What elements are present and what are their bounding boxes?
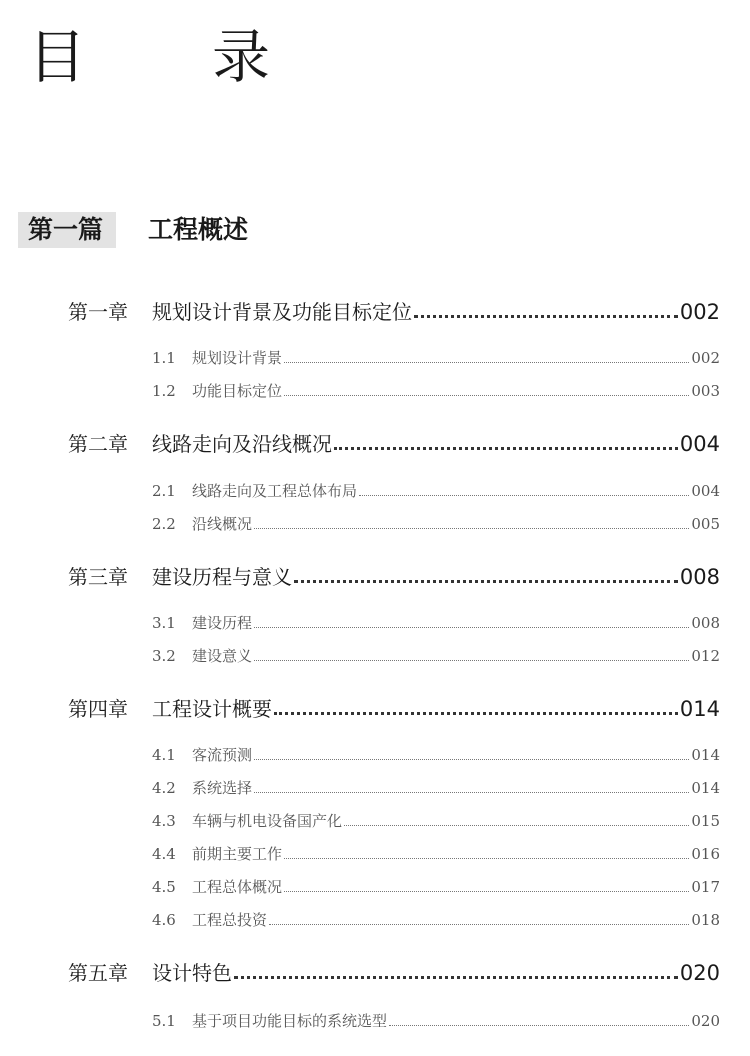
section-title: 工程总体概况 — [192, 878, 283, 896]
toc-section-4-1[interactable] — [152, 744, 720, 766]
section-page-number: 017 — [691, 878, 720, 896]
section-number: 1.1 — [152, 349, 176, 367]
chapter-title: 规划设计背景及功能目标定位 — [152, 300, 412, 324]
section-number: 4.5 — [152, 878, 176, 896]
toc-section-4-4[interactable] — [152, 843, 720, 865]
part-label: 第一篇 — [18, 212, 116, 248]
dot-leader — [389, 1024, 689, 1026]
toc-chapter-1[interactable] — [68, 296, 720, 326]
dot-leader — [269, 923, 689, 925]
dot-leader — [284, 890, 689, 892]
section-page-number: 014 — [691, 779, 720, 797]
section-page-number: 005 — [691, 515, 720, 533]
section-title: 车辆与机电设备国产化 — [192, 812, 343, 830]
section-title: 建设意义 — [192, 647, 253, 665]
section-page-number: 020 — [691, 1012, 720, 1030]
toc-section-2-2[interactable] — [152, 513, 720, 535]
section-page-number: 008 — [691, 614, 720, 632]
section-number: 4.6 — [152, 911, 176, 929]
dot-leader — [284, 394, 689, 396]
dot-leader — [359, 494, 689, 496]
section-page-number: 004 — [691, 482, 720, 500]
dot-leader — [254, 659, 689, 661]
page-title: 目 录 — [28, 23, 305, 91]
section-number: 2.1 — [152, 482, 176, 500]
section-page-number: 018 — [691, 911, 720, 929]
section-title: 功能目标定位 — [192, 382, 283, 400]
toc-section-4-5[interactable] — [152, 876, 720, 898]
toc-section-2-1[interactable] — [152, 480, 720, 502]
section-title: 系统选择 — [192, 779, 253, 797]
section-page-number: 012 — [691, 647, 720, 665]
chapter-title: 设计特色 — [152, 961, 232, 985]
chapter-page-number: 008 — [679, 565, 720, 589]
toc-chapter-5[interactable] — [68, 957, 720, 987]
section-title: 线路走向及工程总体布局 — [192, 482, 358, 500]
dot-leader — [254, 758, 689, 760]
section-page-number: 016 — [691, 845, 720, 863]
section-title: 工程总投资 — [192, 911, 268, 929]
section-number: 4.3 — [152, 812, 176, 830]
section-title: 前期主要工作 — [192, 845, 283, 863]
section-title: 客流预测 — [192, 746, 253, 764]
chapter-title: 工程设计概要 — [152, 697, 272, 721]
chapter-page-number: 002 — [679, 300, 720, 324]
section-title: 建设历程 — [192, 614, 253, 632]
toc-section-4-2[interactable] — [152, 777, 720, 799]
dot-leader — [334, 446, 678, 450]
part-title: 工程概述 — [148, 215, 249, 244]
section-title: 基于项目功能目标的系统选型 — [192, 1012, 388, 1030]
dot-leader — [254, 626, 689, 628]
toc-section-3-1[interactable] — [152, 612, 720, 634]
dot-leader — [254, 527, 689, 529]
chapter-page-number: 004 — [679, 432, 720, 456]
toc-section-3-2[interactable] — [152, 645, 720, 667]
dot-leader — [294, 579, 678, 583]
section-number: 5.1 — [152, 1012, 176, 1030]
section-number: 1.2 — [152, 382, 176, 400]
toc-section-4-6[interactable] — [152, 909, 720, 931]
chapter-title: 线路走向及沿线概况 — [152, 432, 332, 456]
chapter-number: 第三章 — [68, 565, 128, 589]
section-page-number: 015 — [691, 812, 720, 830]
section-page-number: 003 — [691, 382, 720, 400]
chapter-title: 建设历程与意义 — [152, 565, 292, 589]
chapter-number: 第四章 — [68, 697, 128, 721]
dot-leader — [234, 975, 678, 979]
chapter-page-number: 014 — [679, 697, 720, 721]
toc-section-5-1[interactable] — [152, 1010, 720, 1032]
toc-chapter-3[interactable] — [68, 561, 720, 591]
section-number: 3.1 — [152, 614, 176, 632]
toc-chapter-4[interactable] — [68, 693, 720, 723]
toc-section-1-1[interactable] — [152, 347, 720, 369]
dot-leader — [414, 314, 678, 318]
section-page-number: 014 — [691, 746, 720, 764]
dot-leader — [284, 361, 689, 363]
section-number: 4.1 — [152, 746, 176, 764]
section-title: 规划设计背景 — [192, 349, 283, 367]
section-title: 沿线概况 — [192, 515, 253, 533]
chapter-number: 第一章 — [68, 300, 128, 324]
dot-leader — [284, 857, 689, 859]
toc-section-4-3[interactable] — [152, 810, 720, 832]
dot-leader — [344, 824, 689, 826]
toc-chapter-2[interactable] — [68, 428, 720, 458]
section-number: 3.2 — [152, 647, 176, 665]
section-number: 4.4 — [152, 845, 176, 863]
dot-leader — [274, 711, 678, 715]
section-number: 4.2 — [152, 779, 176, 797]
chapter-number: 第二章 — [68, 432, 128, 456]
toc-section-1-2[interactable] — [152, 380, 720, 402]
chapter-number: 第五章 — [68, 961, 128, 985]
section-page-number: 002 — [691, 349, 720, 367]
section-number: 2.2 — [152, 515, 176, 533]
chapter-page-number: 020 — [679, 961, 720, 985]
dot-leader — [254, 791, 689, 793]
